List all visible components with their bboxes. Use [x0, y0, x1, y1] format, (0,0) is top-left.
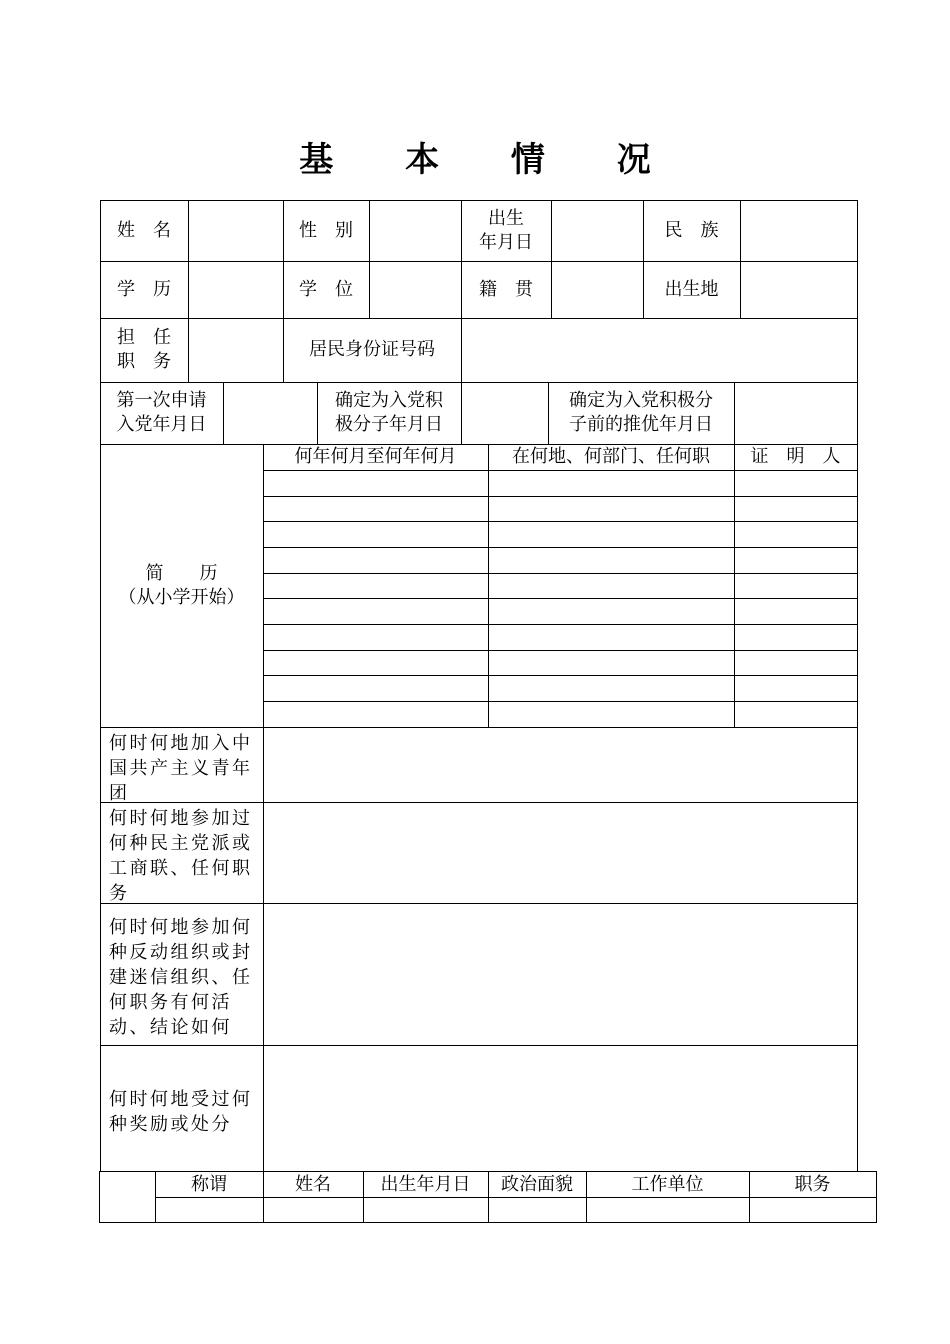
reactionary-org-label: 何时何地参加何种反动组织或封建迷信组织、任何职务有何活动、结论如何	[109, 917, 253, 1038]
first-apply-date-label: 第一次申请 入党年月日	[116, 390, 207, 435]
family-col-birth-date: 出生年月日	[380, 1173, 471, 1195]
family-col-relation: 称谓	[191, 1173, 227, 1195]
position-label: 担 任 职 务	[117, 327, 171, 372]
name-label: 姓 名	[117, 219, 171, 241]
awards-punishment-field[interactable]	[264, 1046, 856, 1171]
family-col-political-status: 政治面貌	[501, 1173, 573, 1195]
position-field[interactable]	[189, 319, 282, 381]
recommend-date-label: 确定为入党积极分 子前的推优年月日	[569, 390, 713, 435]
name-field[interactable]	[189, 201, 282, 260]
family-col-position: 职务	[794, 1173, 831, 1195]
native-place-field[interactable]	[552, 262, 642, 317]
gender-field[interactable]	[370, 201, 460, 260]
birthplace-label: 出生地	[664, 278, 719, 300]
democratic-party-label: 何时何地参加过何种民主党派或工商联、任何职务	[109, 808, 253, 904]
birth-date-label: 出生 年月日	[479, 207, 533, 253]
activist-date-field[interactable]	[462, 383, 547, 443]
awards-punishment-label: 何时何地受过何种奖励或处分	[109, 1089, 253, 1135]
democratic-party-field[interactable]	[264, 803, 856, 902]
id-number-field[interactable]	[462, 319, 856, 381]
education-label: 学 历	[117, 278, 171, 300]
resume-col-witness: 证 明 人	[750, 446, 841, 467]
activist-date-label: 确定为入党积 极分子年月日	[335, 390, 443, 435]
reactionary-org-field[interactable]	[264, 904, 856, 1044]
family-col-name: 姓名	[295, 1173, 331, 1195]
resume-col-place-position: 在何地、何部门、任何职	[512, 446, 710, 467]
degree-label: 学 位	[299, 278, 353, 300]
family-col-employer: 工作单位	[631, 1173, 704, 1195]
resume-entries[interactable]	[264, 471, 856, 726]
birthplace-field[interactable]	[741, 262, 856, 317]
first-apply-date-field[interactable]	[224, 383, 316, 443]
resume-label: 简 历 （从小学开始）	[118, 562, 245, 608]
youth-league-label: 何时何地加入中国共产主义青年团	[109, 733, 253, 804]
education-field[interactable]	[189, 262, 282, 317]
ethnicity-field[interactable]	[741, 201, 856, 260]
degree-field[interactable]	[370, 262, 460, 317]
resume-col-period: 何年何月至何年何月	[294, 446, 457, 467]
ethnicity-label: 民 族	[664, 219, 719, 241]
native-place-label: 籍 贯	[479, 278, 533, 300]
youth-league-field[interactable]	[264, 728, 856, 801]
gender-label: 性 别	[299, 219, 353, 241]
recommend-date-field[interactable]	[735, 383, 856, 443]
id-number-label: 居民身份证号码	[309, 339, 435, 360]
birth-date-field[interactable]	[552, 201, 642, 260]
family-member-row[interactable]	[156, 1198, 876, 1222]
page-title: 基 本 情 况	[299, 140, 681, 180]
